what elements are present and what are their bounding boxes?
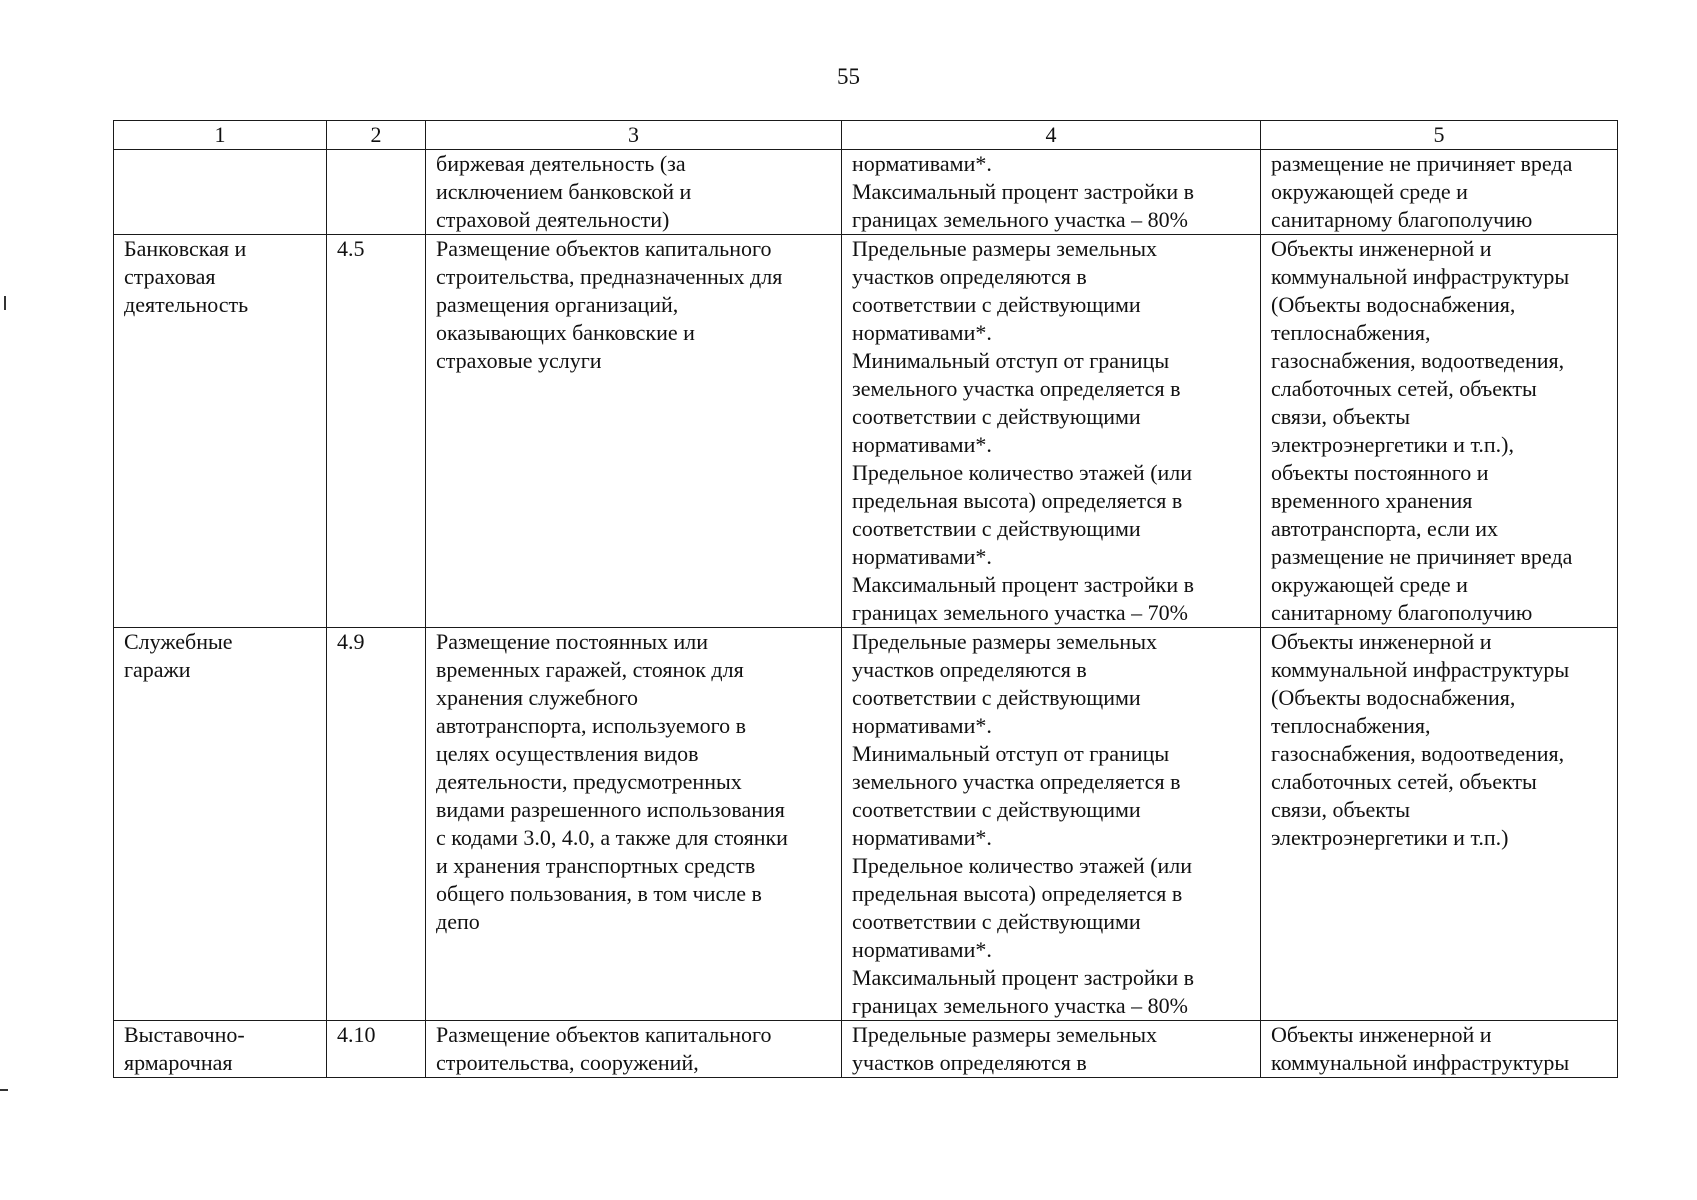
table-row [114, 150, 1618, 235]
use-description-cell: Размещение объектов капитального строительства, предназначенных для размещения организаций, оказывающих банковские и страховые услуги [426, 235, 842, 628]
use-code-cell: 4.10 [327, 1021, 426, 1078]
auxiliary-uses-cell: размещение не причиняет вреда окружающей среде и санитарному благополучию [1261, 150, 1618, 235]
auxiliary-uses-cell: Объекты инженерной и коммунальной инфраструктуры (Объекты водоснабжения, теплоснабжения, газоснабжения, водоотведения, слаботочных сетей, объекты связи, объекты электроэнергетики и т.п.) [1261, 628, 1618, 1021]
table-row [114, 235, 1618, 628]
parameters-cell: Предельные размеры земельных участков определяются в соответствии с действующими нормативами*. Минимальный отступ от границы земельного участка определяется в соответствии с действующими нормативами*. Предельное количество этажей (или предельная высота) определяется в соответствии с действующими нормативами*. Максимальный процент застройки в границах земельного участка – 70% [842, 235, 1261, 628]
use-code-cell: 4.9 [327, 628, 426, 1021]
column-header-5: 5 [1261, 121, 1618, 150]
use-name-cell: Служебные гаражи [114, 628, 327, 1021]
use-name-cell: Выставочно- ярмарочная [114, 1021, 327, 1078]
use-name-cell: Банковская и страховая деятельность [114, 235, 327, 628]
auxiliary-uses-cell: Объекты инженерной и коммунальной инфраструктуры (Объекты водоснабжения, теплоснабжения, газоснабжения, водоотведения, слаботочных сетей, объекты связи, объекты электроэнергетики и т.п.), объекты постоянного и временного хранения автотранспорта, если их размещение не причиняет вреда окружающей среде и санитарному благополучию [1261, 235, 1618, 628]
scan-artifact-mark [4, 296, 6, 310]
column-header-2: 2 [327, 121, 426, 150]
scan-artifact-mark [0, 1089, 8, 1091]
use-name-cell [114, 150, 327, 235]
table-row [114, 628, 1618, 1021]
land-use-table [113, 120, 1618, 1078]
use-code-cell [327, 150, 426, 235]
parameters-cell: нормативами*. Максимальный процент застройки в границах земельного участка – 80% [842, 150, 1261, 235]
table-header-row [114, 121, 1618, 150]
use-description-cell: биржевая деятельность (за исключением банковской и страховой деятельности) [426, 150, 842, 235]
column-header-1: 1 [114, 121, 327, 150]
column-header-4: 4 [842, 121, 1261, 150]
parameters-cell: Предельные размеры земельных участков определяются в [842, 1021, 1261, 1078]
table-row [114, 1021, 1618, 1078]
parameters-cell: Предельные размеры земельных участков определяются в соответствии с действующими нормативами*. Минимальный отступ от границы земельного участка определяется в соответствии с действующими нормативами*. Предельное количество этажей (или предельная высота) определяется в соответствии с действующими нормативами*. Максимальный процент застройки в границах земельного участка – 80% [842, 628, 1261, 1021]
use-code-cell: 4.5 [327, 235, 426, 628]
column-header-3: 3 [426, 121, 842, 150]
use-description-cell: Размещение объектов капитального строительства, сооружений, [426, 1021, 842, 1078]
page-number: 55 [837, 64, 860, 89]
use-description-cell: Размещение постоянных или временных гаражей, стоянок для хранения служебного автотранспорта, используемого в целях осуществления видов деятельности, предусмотренных видами разрешенного использования с кодами 3.0, 4.0, а также для стоянки и хранения транспортных средств общего пользования, в том числе в депо [426, 628, 842, 1021]
auxiliary-uses-cell: Объекты инженерной и коммунальной инфраструктуры [1261, 1021, 1618, 1078]
